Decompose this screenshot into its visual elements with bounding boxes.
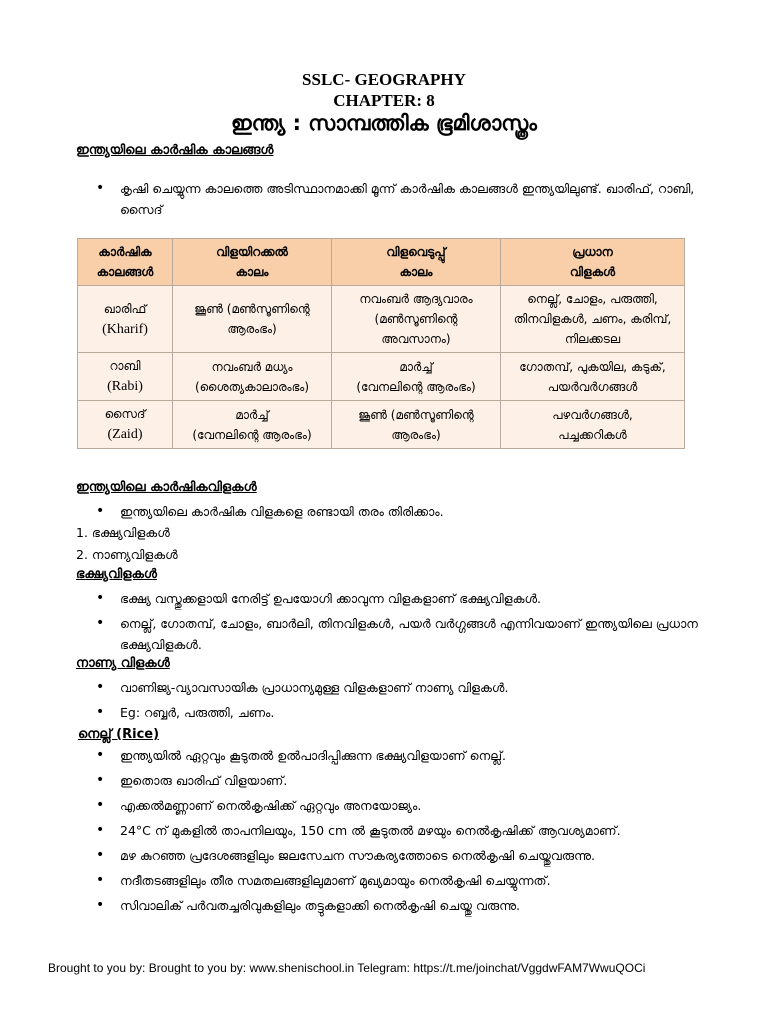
bullet-item: • ഇന്ത്യയിൽ ഏറ്റവും കൂടുതൽ ഉൽപാദിപ്പിക്കുന്ന ഭക്ഷ്യവിളയാണ് നെല്ല്. (96, 745, 716, 766)
col-header-crops: പ്രധാന വിളകൾ (501, 239, 685, 286)
col-header-sowing: വിളയിറക്കൽ കാലം (173, 239, 332, 286)
document-title: SSLC- GEOGRAPHY (302, 70, 466, 89)
bullet-item: • സിവാലിക് പർവതച്ചരിവുകളിലും തട്ടുകളാക്കി നെൽകൃഷി ചെയ്തു വരുന്നു. (96, 895, 716, 916)
table-row (78, 286, 685, 353)
table-row (78, 353, 685, 401)
table-header-row (78, 239, 685, 286)
footer-credit: Brought to you by: Brought to you by: www.shenischool.in Telegram: https://t.me/joinchat/VggdwFAM7WwuQOCi (48, 961, 646, 975)
food-crops-bullets (96, 588, 716, 659)
bullet-item: • ഭക്ഷ്യ വസ്തുക്കളായി നേരിട്ട് ഉപയോഗി ക്കാവുന്ന വിളകളാണ് ഭക്ഷ്യവിളകൾ. (96, 588, 716, 609)
bullet-item: • 24°C ന് മുകളിൽ താപനിലയും, 150 cm ൽ കൂടുതൽ മഴയും നെൽകൃഷിക്ക് ആവശ്യമാണ്. (96, 820, 716, 841)
cell-sowing: നവംബർ മധ്യം (ശൈത്യകാലാരംഭം) (173, 353, 332, 401)
rice-bullets (96, 745, 716, 920)
cell-crops: നെല്ല്, ചോളം, പരുത്തി, തിനവിളകൾ, ചണം, കരിമ്പ്, നിലക്കടല (501, 286, 685, 353)
heading-crops: ഇന്ത്യയിലെ കാർഷികവിളകൾ (76, 480, 257, 495)
bullet-item: • ഇന്ത്യയിലെ കാർഷിക വിളകളെ രണ്ടായി തരം തിരിക്കാം. (96, 501, 716, 522)
bullet-item: • എക്കൽമണ്ണാണ് നെൽകൃഷിക്ക് ഏറ്റവും അനയോജ്യം. (96, 795, 716, 816)
col-header-harvest: വിളവെടുപ്പു് കാലം (332, 239, 501, 286)
heading-rice: നെല്ല് (Rice) (78, 727, 160, 742)
cell-sowing: മാർച്ച് (വേനലിന്റെ ആരംഭം) (173, 401, 332, 449)
list-item: 1. ഭക്ഷ്യവിളകൾ (76, 525, 170, 540)
cell-harvest: മാർച്ച് (വേനലിന്റെ ആരംഭം) (332, 353, 501, 401)
cell-harvest: നവംബർ ആദ്യവാരം (മൺസൂണിന്റെ അവസാനം) (332, 286, 501, 353)
crop-types-list (76, 522, 178, 566)
list-item: 2. നാണ്യവിളകൾ (76, 547, 178, 562)
cell-crops: പഴവർഗങ്ങൾ, പച്ചക്കറികൾ (501, 401, 685, 449)
cell-harvest: ജൂൺ (മൺസൂണിന്റെ ആരംഭം) (332, 401, 501, 449)
bullet-item: • മഴ കുറഞ്ഞ പ്രദേശങ്ങളിലും ജലസേചന സൗകര്യത്തോടെ നെൽകൃഷി ചെയ്തുവരുന്നു. (96, 845, 716, 866)
cash-crops-bullets (96, 677, 716, 727)
bullet-item: • ഇതൊരു ഖാരിഫ് വിളയാണ്. (96, 770, 716, 791)
chapter-title: ഇന്ത്യ : സാമ്പത്തിക ഭൂമിശാസ്ത്രം (231, 111, 537, 135)
bullet-item: • Eg: റബ്ബർ, പരുത്തി, ചണം. (96, 702, 716, 723)
heading-seasons: ഇന്ത്യയിലെ കാർഷിക കാലങ്ങൾ (76, 143, 274, 158)
cell-sowing: ജൂൺ (മൺസൂണിന്റെ ആരംഭം) (173, 286, 332, 353)
chapter-number: CHAPTER: 8 (333, 91, 435, 110)
heading-cash-crops: നാണ്യ വിളകൾ (76, 656, 170, 671)
bullet-item: • വാണിജ്യ-വ്യാവസായിക പ്രാധാന്യമുള്ള വിളകളാണ് നാണ്യ വിളകൾ. (96, 677, 716, 698)
crops-bullets (96, 501, 716, 526)
col-header-season: കാർഷിക കാലങ്ങൾ (78, 239, 173, 286)
cell-season: റാബി (Rabi) (78, 353, 173, 401)
seasons-bullets (96, 178, 716, 224)
cell-crops: ഗോതമ്പ്, പുകയില, കടുക്, പയർവർഗങ്ങൾ (501, 353, 685, 401)
bullet-item: • കൃഷി ചെയ്യുന്ന കാലത്തെ അടിസ്ഥാനമാക്കി മൂന്ന് കാർഷിക കാലങ്ങൾ ഇന്ത്യയിലുണ്ട്. ഖാരിഫ്, റാബി, സൈദ് (96, 178, 716, 220)
bullet-item: • നദീതടങ്ങളിലും തീര സമതലങ്ങളിലുമാണ് മുഖ്യമായും നെൽകൃഷി ചെയ്യുന്നത്. (96, 870, 716, 891)
table-row (78, 401, 685, 449)
seasons-table (77, 238, 685, 449)
heading-food-crops: ഭക്ഷ്യവിളകൾ (76, 567, 157, 582)
bullet-item: • നെല്ല്, ഗോതമ്പ്, ചോളം, ബാർലി, തിനവിളകൾ, പയർ വർഗ്ഗങ്ങൾ എന്നിവയാണ് ഇന്ത്യയിലെ പ്രധാന ഭക്ഷ്യവിളകൾ. (96, 613, 716, 655)
cell-season: സൈദ് (Zaid) (78, 401, 173, 449)
cell-season: ഖാരിഫ് (Kharif) (78, 286, 173, 353)
